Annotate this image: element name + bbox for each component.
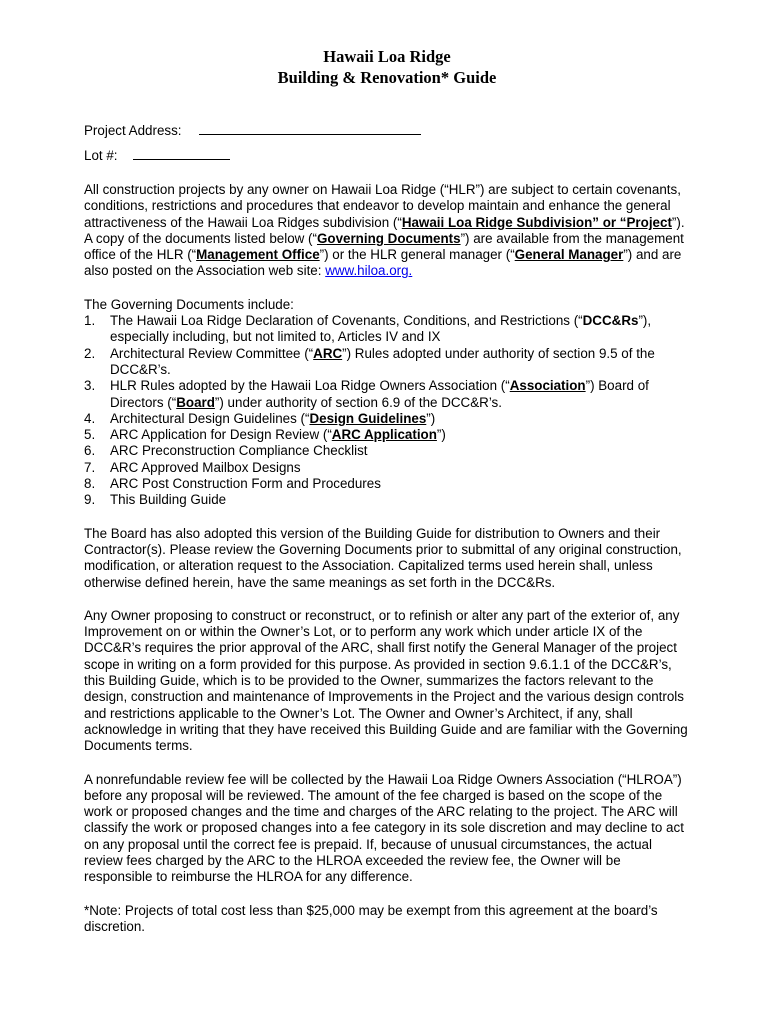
list-item — [84, 378, 690, 411]
lot-label: Lot #: — [84, 148, 118, 163]
list-item — [84, 476, 690, 492]
intro-text-5: ”) and are also posted on the Association web site: — [84, 247, 682, 279]
term-general-manager: General Manager — [514, 247, 624, 263]
list-term: ARC Application — [331, 427, 437, 443]
document-title — [84, 46, 690, 88]
list-item — [84, 313, 690, 346]
governing-documents-heading: The Governing Documents include: — [84, 296, 294, 312]
list-number: 9. — [84, 492, 96, 508]
list-number: 3. — [84, 378, 96, 394]
list-number: 4. — [84, 410, 96, 426]
list-term: Association — [509, 378, 586, 394]
list-text: Architectural Review Committee (“ — [110, 345, 314, 361]
list-text: ”) — [426, 410, 436, 426]
list-text: Architectural Design Guidelines (“ — [110, 410, 310, 426]
list-text: ARC Post Construction Form and Procedures — [110, 476, 381, 492]
list-item — [84, 411, 690, 427]
board-paragraph: The Board has also adopted this version of the Building Guide for distribution to Owners and their Contractor(s). Please review the Governing Documents prior to submittal of any original construction, modification, or alteration request to the Association. Capitalized terms used herein shall, unless otherwise defined herein, have the same meanings as set forth in the DCC&Rs. — [84, 525, 682, 590]
list-number: 8. — [84, 476, 96, 492]
list-item — [84, 443, 690, 459]
list-text: HLR Rules adopted by the Hawaii Loa Ridge Owners Association (“ — [110, 378, 510, 394]
governing-documents-list — [84, 313, 690, 509]
intro-text-3: ”) are available from the management office of the HLR (“ — [84, 230, 684, 263]
title-line-2: Building & Renovation* Guide — [277, 68, 497, 87]
lot-row — [84, 147, 690, 172]
intro-text-1: All construction projects by any owner on Hawaii Loa Ridge (“HLR”) are subject to certain covenants, conditions, restrictions and procedures that endeavor to develop maintain and enhance the general attractiveness of the Hawaii Loa Ridges subdivision (“ — [84, 182, 681, 230]
lot-blank[interactable] — [133, 147, 230, 160]
intro-text-4: ”) or the HLR general manager (“ — [319, 247, 515, 263]
list-text: The Hawaii Loa Ridge Declaration of Covenants, Conditions, and Restrictions (“ — [110, 313, 583, 329]
term-management-office: Management Office — [196, 247, 320, 263]
website-link[interactable]: www.hiloa.org. — [325, 263, 413, 279]
list-number: 2. — [84, 345, 96, 361]
document-page — [84, 46, 690, 935]
list-text: ARC Application for Design Review (“ — [110, 427, 332, 443]
list-text: ”) Board of Directors (“ — [110, 378, 649, 410]
list-item — [84, 460, 690, 476]
list-text: ”) under authority of section 6.9 of the DCC&R’s. — [214, 394, 502, 410]
list-term: DCC&Rs — [582, 313, 639, 329]
term-hawaii-loa-ridge-subdivision: Hawaii Loa Ridge Subdivision” or “Project — [401, 214, 672, 230]
project-address-blank[interactable] — [199, 122, 421, 135]
note-paragraph: *Note: Projects of total cost less than $25,000 may be exempt from this agreement at the board’s discretion. — [84, 902, 658, 934]
governing-documents-section — [84, 297, 690, 509]
project-address-row — [84, 122, 690, 147]
list-item — [84, 346, 690, 379]
term-governing-documents: Governing Documents — [316, 230, 461, 246]
owner-paragraph: Any Owner proposing to construct or reconstruct, or to refinish or alter any part of the exterior of, any Improvement on or within the Owner’s Lot, or to perform any work which under article IX of the DCC&R’s requires the prior approval of the ARC, shall first notify the General Manager of the project scope in writing on a form provided for this purpose. As provided in section 9.6.1.1 of the DCC&R’s, this Building Guide, which is to be provided to the Owner, summarizes the factors relevant to the design, construction and maintenance of Improvements in the Project and the various design controls and restrictions applicable to the Owner’s Lot. The Owner and Owner’s Architect, if any, shall acknowledge in writing that they have received this Building Guide and are familiar with the Governing Documents terms. — [84, 607, 688, 754]
list-text: ARC Preconstruction Compliance Checklist — [110, 443, 368, 459]
project-fields — [84, 122, 690, 172]
intro-text-2: ”). A copy of the documents listed below (“ — [84, 214, 685, 246]
list-number: 6. — [84, 443, 96, 459]
list-term: Design Guidelines — [309, 410, 427, 426]
list-term: Board — [176, 394, 215, 410]
list-number: 7. — [84, 459, 96, 475]
list-text: This Building Guide — [110, 492, 227, 508]
list-number: 5. — [84, 427, 96, 443]
list-text: ARC Approved Mailbox Designs — [110, 459, 301, 475]
list-text: ”) Rules adopted under authority of section 9.5 of the DCC&R’s. — [110, 345, 655, 377]
list-number: 1. — [84, 313, 96, 329]
list-text: ”) — [436, 427, 446, 443]
project-address-label: Project Address: — [84, 123, 182, 138]
list-item — [84, 427, 690, 443]
list-item — [84, 492, 690, 508]
list-term: ARC — [313, 345, 343, 361]
list-text: ”), especially including, but not limited to, Articles IV and IX — [110, 313, 652, 345]
intro-paragraph — [84, 182, 690, 280]
title-line-1: Hawaii Loa Ridge — [323, 47, 451, 66]
fee-paragraph: A nonrefundable review fee will be collected by the Hawaii Loa Ridge Owners Association (“HLROA”) before any proposal will be reviewed. The amount of the fee charged is based on the scope of the work or proposed changes and the time and charges of the ARC relating to the project. The ARC will classify the work or proposed changes into a fee category in its sole discretion and may decline to act on any proposal until the correct fee is prepaid. If, because of unusual circumstances, the actual review fees charged by the ARC to the HLROA exceeded the review fee, the Owner will be responsible to reimburse the HLROA for any difference. — [84, 771, 684, 885]
